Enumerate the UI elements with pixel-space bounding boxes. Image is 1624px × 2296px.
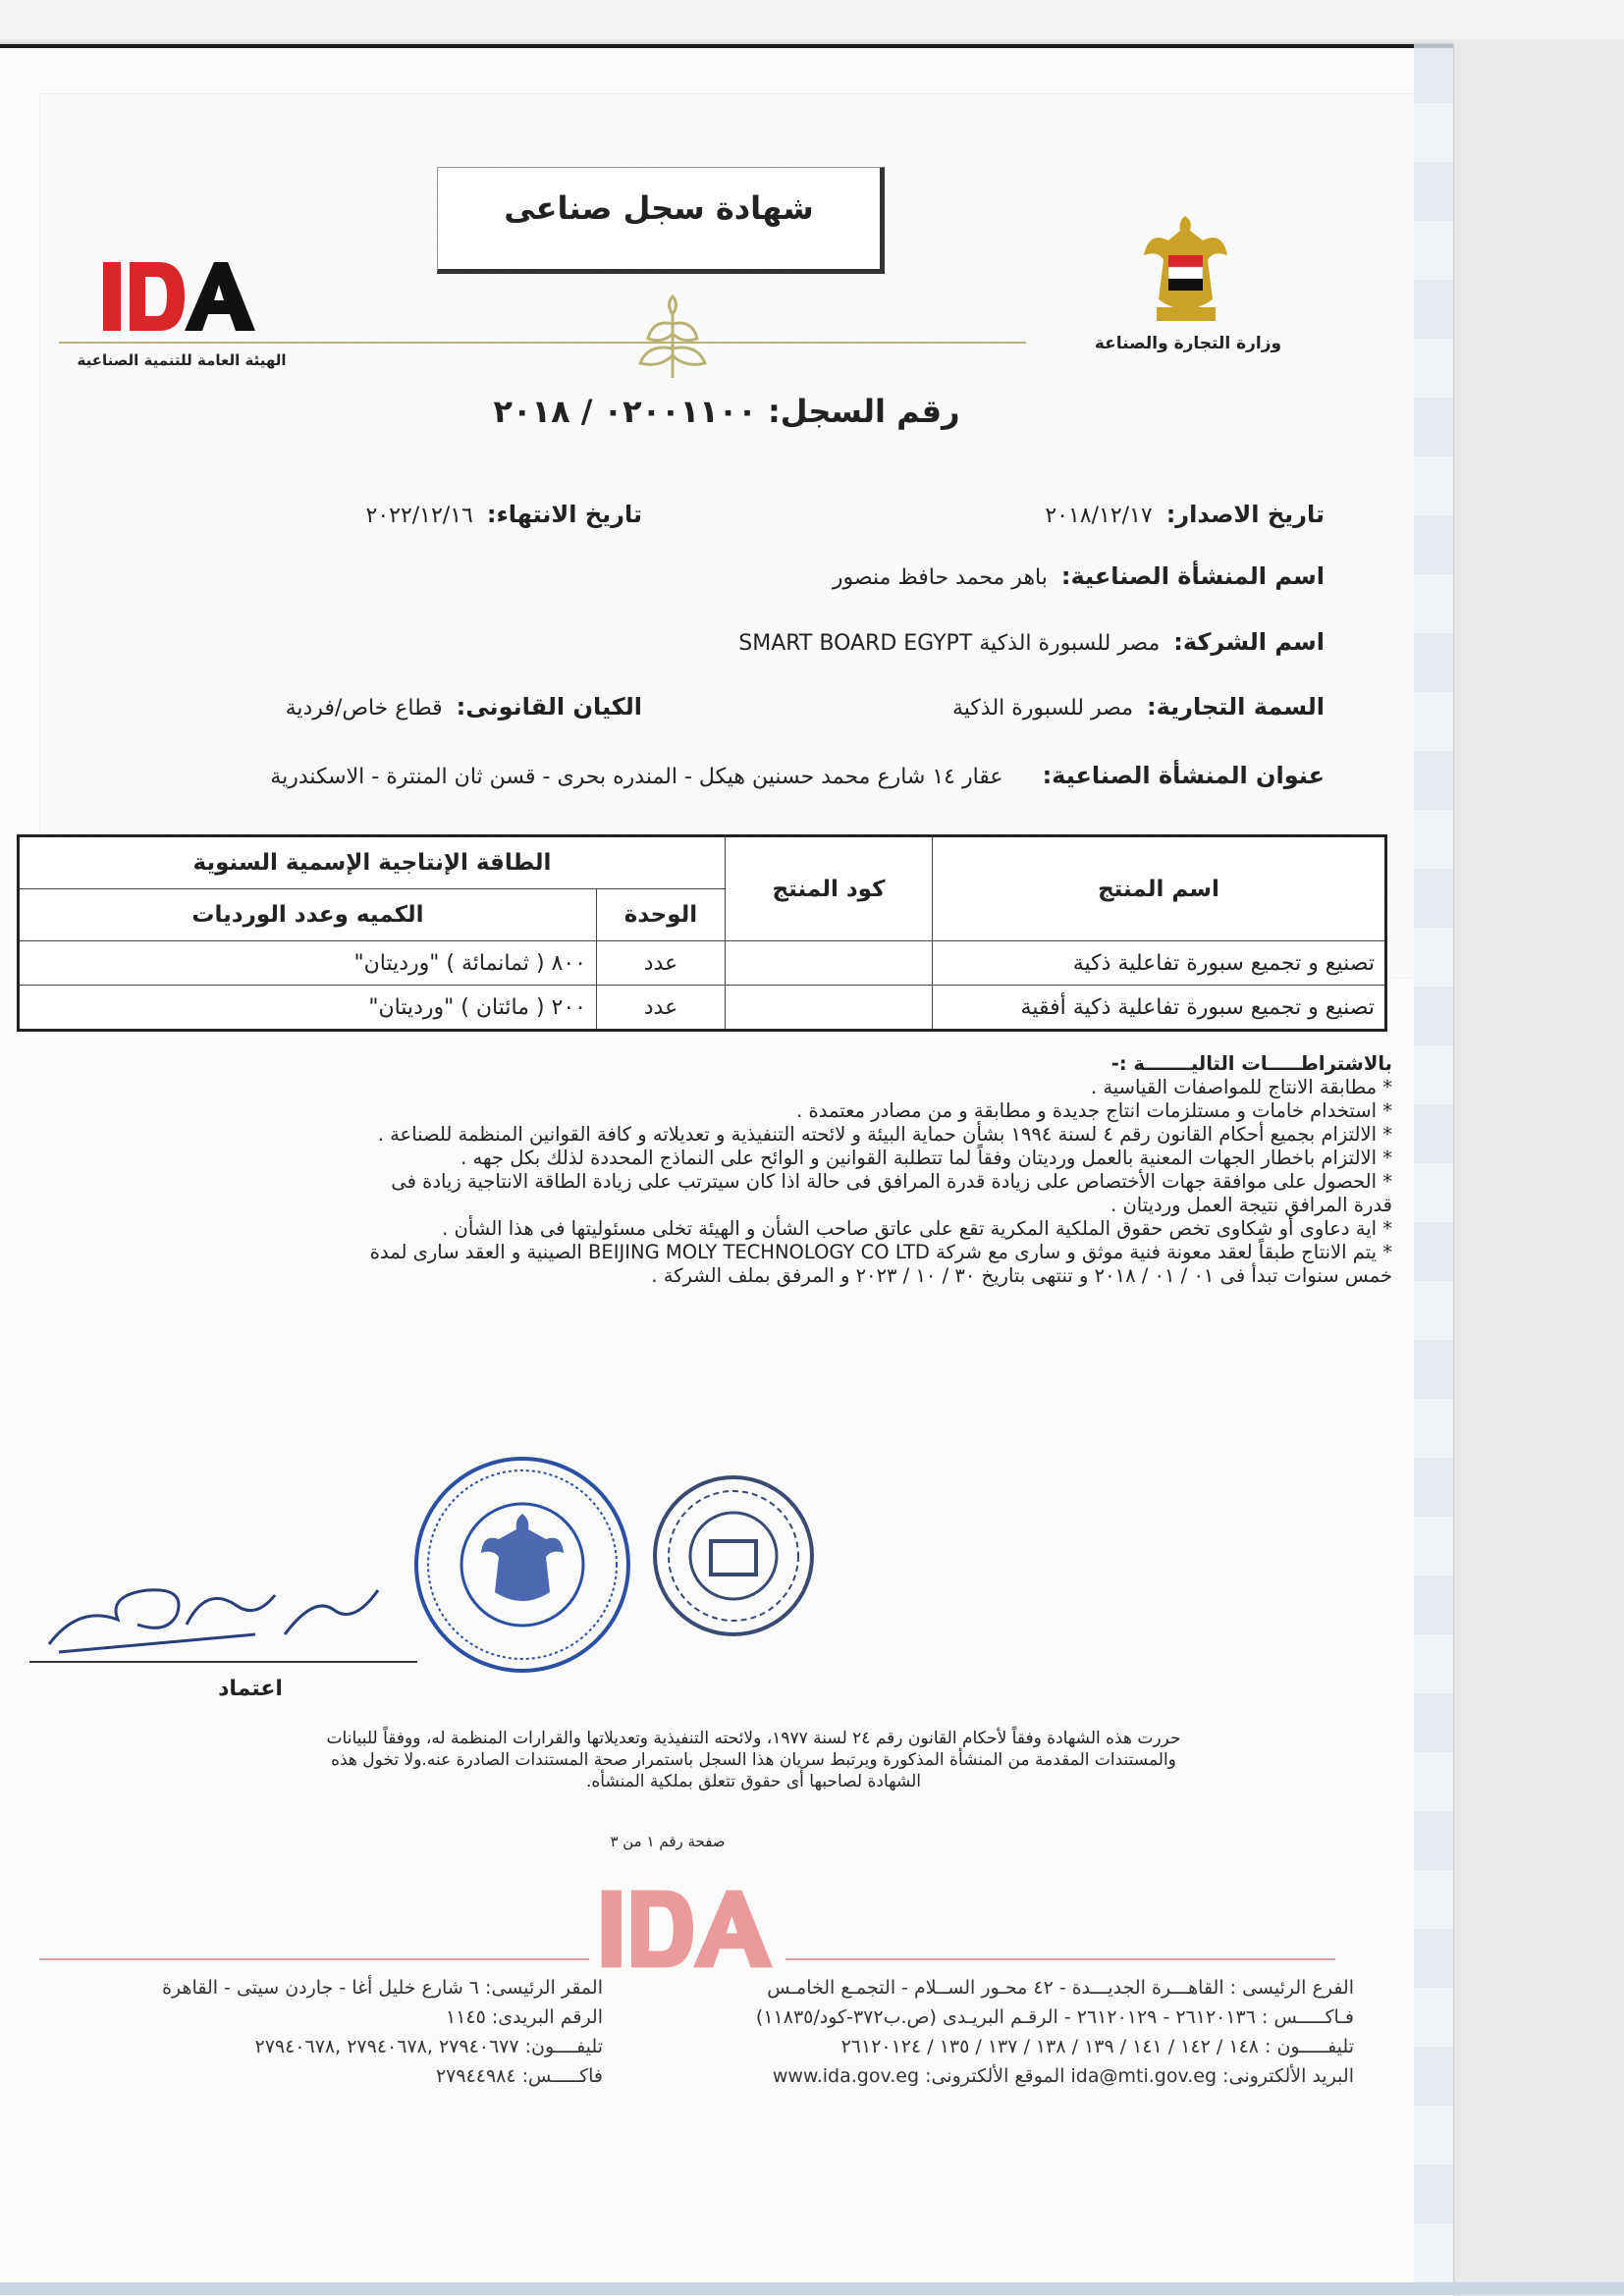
cell-quantity: ٢٠٠ ( مائتان ) "ورديتان" — [19, 986, 597, 1031]
condition-item: قدرة المرافق نتيجة العمل ورديتان . — [1110, 1194, 1392, 1216]
legal-entity-value: قطاع خاص/فردية — [285, 696, 443, 721]
cell-quantity: ٨٠٠ ( ثمانمائة ) "ورديتان" — [19, 941, 597, 986]
trade-name-value: مصر للسبورة الذكية — [951, 696, 1134, 721]
col-capacity-header: الطاقة الإنتاجية الإسمية السنوية — [19, 836, 726, 889]
security-side-strip — [1414, 44, 1453, 2292]
company-name-value: مصر للسبورة الذكية SMART BOARD EGYPT — [738, 631, 1161, 656]
ministry-name: وزارة التجارة والصناعة — [1094, 334, 1282, 353]
legal-entity-label: الكيان القانونى: — [456, 693, 642, 721]
conditions-heading: بالاشتراطـــــات التاليـــــــة :- — [1110, 1052, 1392, 1075]
issue-date-label: تاريخ الاصدار: — [1165, 501, 1325, 528]
condition-item: * اية دعاوى أو شكاوى تخص حقوق الملكية المكرية تقع على عاتق صاحب الشأن و الهيئة تخلى مسئوليتها فى هذا الشأن . — [442, 1217, 1392, 1240]
embossed-seal-icon — [650, 1472, 817, 1639]
condition-item: * الحصول على موافقة جهات الأختصاص على زيادة قدرة المرافق فى حالة اذا كان سيترتب على زيادة الطاقة الانتاجية زيادة فى — [391, 1170, 1392, 1193]
expiry-date-value: ٢٠٢٢/١٢/١٦ — [365, 504, 473, 528]
scan-bottom-margin — [0, 2282, 1624, 2295]
facility-owner-value: باهر محمد حافظ منصور — [832, 565, 1048, 590]
expiry-date-label: تاريخ الانتهاء: — [486, 501, 642, 528]
footer-branch-line: الفرع الرئيسى : القاهـــرة الجديـــدة - ٤٢ محـور الســلام - التجمـع الخامـس — [767, 1977, 1354, 1999]
conditions-section — [20, 1052, 1392, 1288]
certificate-title-box — [437, 167, 885, 274]
trade-name-field — [952, 693, 1325, 721]
footer-rule-left — [39, 1958, 589, 1960]
footer-hq-line: تليفــــون: ٢٧٩٤٠٦٧٧ ,٢٧٩٤٠٦٧٨ ,٢٧٩٤٠٦٧٨ — [254, 2036, 603, 2057]
facility-address-label: عنوان المنشأة الصناعية: — [1042, 762, 1325, 789]
scan-top-margin — [0, 0, 1624, 39]
footer-rule-right — [785, 1958, 1335, 1960]
cell-product: تصنيع و تجميع سبورة تفاعلية ذكية أفقية — [933, 986, 1386, 1031]
company-name-label: اسم الشركة: — [1173, 628, 1325, 656]
issue-date-value: ٢٠١٨/١٢/١٧ — [1045, 504, 1153, 528]
registration-label: رقم السجل: — [767, 393, 960, 430]
footer-branch-line: فـاكـــــس : ٢٦١٢٠١٣٦ - ٢٦١٢٠١٢٩ - الرقـم البريـدى (ص.ب٣٧٢-كود/١١٨٣٥) — [755, 2006, 1354, 2028]
condition-item: * يتم الانتاج طبقاً لعقد معونة فنية موثق و سارى مع شركة BEIJING MOLY TECHNOLOGY CO LTD الصينية و العقد سارى لمدة — [369, 1241, 1392, 1263]
wheat-ornament-icon — [628, 294, 717, 383]
official-stamp-icon — [412, 1455, 633, 1676]
footer-hq-line: المقر الرئيسى: ٦ شارع خليل أغا - جاردن سيتى - القاهرة — [162, 1977, 603, 1999]
facility-owner-field — [833, 562, 1325, 590]
page-number: صفحة رقم ١ من ٣ — [610, 1833, 726, 1850]
footer-branch-line: تليفـــــون : ١٤٨ / ١٤٢ / ١٤١ / ١٣٩ / ١٣٨ / ١٣٧ / ١٣٥ / ٢٦١٢٠١٢٤ — [840, 2036, 1354, 2057]
cell-unit: عدد — [597, 941, 726, 986]
ida-watermark-logo-icon — [596, 1885, 773, 1973]
approval-label: اعتماد — [218, 1677, 283, 1701]
col-code-header: كود المنتج — [726, 836, 933, 941]
certificate-title: شهادة سجل صناعى — [504, 189, 814, 227]
header-ornament-line — [59, 342, 1026, 344]
issue-date-field — [1045, 501, 1325, 528]
condition-item: * الالتزام باخطار الجهات المعنية بالعمل ورديتان وفقاً لما تتطلبة القوانين و الوائح على النماذج المحددة لذلك بكل جهه . — [460, 1147, 1392, 1169]
table-row — [19, 941, 1386, 986]
footer-branch-info — [627, 1973, 1354, 2091]
company-name-field — [738, 628, 1325, 656]
production-capacity-table — [17, 834, 1387, 1032]
footer-branch-line: البريد الألكترونى: ida@mti.gov.eg الموقع الألكترونى: www.ida.gov.eg — [772, 2065, 1354, 2087]
legal-footnote: حررت هذه الشهادة وفقاً لأحكام القانون رقم ٢٤ لسنة ١٩٧٧، ولائحته التنفيذية وتعديلاتها والقرارات المنظمة له، ووفقاً للبيانات والمستندات المقدمة من المنشأة المذكورة ويرتبط سريان هذا السجل باستمرار صحة المستندات الصادرة عنه.ولا تخول هذه الشهادة لصاحبها أى حقوق تتعلق بملكية المنشأه. — [326, 1729, 1181, 1791]
trade-name-label: السمة التجارية: — [1147, 693, 1325, 721]
table-header-row — [19, 836, 1386, 889]
registration-number — [432, 393, 1021, 430]
cell-product: تصنيع و تجميع سبورة تفاعلية ذكية — [933, 941, 1386, 986]
col-unit-header: الوحدة — [597, 889, 726, 941]
registration-value: ٠٢٠٠١١٠٠ / ٢٠١٨ — [493, 393, 757, 430]
footer-hq-line: فاكـــــس: ٢٧٩٤٤٩٨٤ — [435, 2065, 603, 2087]
ida-logo-icon — [98, 257, 255, 336]
signature-line — [29, 1661, 417, 1663]
facility-address-value: عقار ١٤ شارع محمد حسنين هيكل - المندره بحرى - قسن ثان المنترة - الاسكندرية — [270, 765, 1003, 789]
signature-icon — [39, 1566, 412, 1659]
cell-code — [726, 941, 933, 986]
table-row — [19, 986, 1386, 1031]
condition-item: * الالتزام بجميع أحكام القانون رقم ٤ لسنة ١٩٩٤ بشأن حماية البيئة و لائحته التنفيذية و تعديلاته و كافة القوانين المنظمة للصناعة . — [377, 1123, 1392, 1146]
col-product-header: اسم المنتج — [933, 836, 1386, 941]
cell-code — [726, 986, 933, 1031]
facility-address-field — [270, 762, 1325, 789]
footer-hq-info — [73, 1973, 603, 2091]
condition-item: * استخدام خامات و مستلزمات انتاج جديدة و مطابقة و من مصادر معتمدة . — [796, 1099, 1392, 1122]
expiry-date-field — [366, 501, 643, 528]
egypt-eagle-emblem-icon — [1139, 211, 1232, 329]
condition-item: * مطابقة الانتاج للمواصفات القياسية . — [1090, 1076, 1392, 1098]
col-quantity-header: الكميه وعدد الورديات — [19, 889, 597, 941]
condition-item: خمس سنوات تبدأ فى ٠١ / ٠١ / ٢٠١٨ و تنتهى بتاريخ ٣٠ / ١٠ / ٢٠٢٣ و المرفق بملف الشركة . — [651, 1264, 1392, 1287]
facility-owner-label: اسم المنشأة الصناعية: — [1060, 562, 1325, 590]
footer-hq-line: الرقم البريدى: ١١٤٥ — [445, 2006, 603, 2028]
ida-caption: الهيئة العامة للتنمية الصناعية — [77, 351, 287, 369]
cell-unit: عدد — [597, 986, 726, 1031]
legal-entity-field — [286, 693, 642, 721]
